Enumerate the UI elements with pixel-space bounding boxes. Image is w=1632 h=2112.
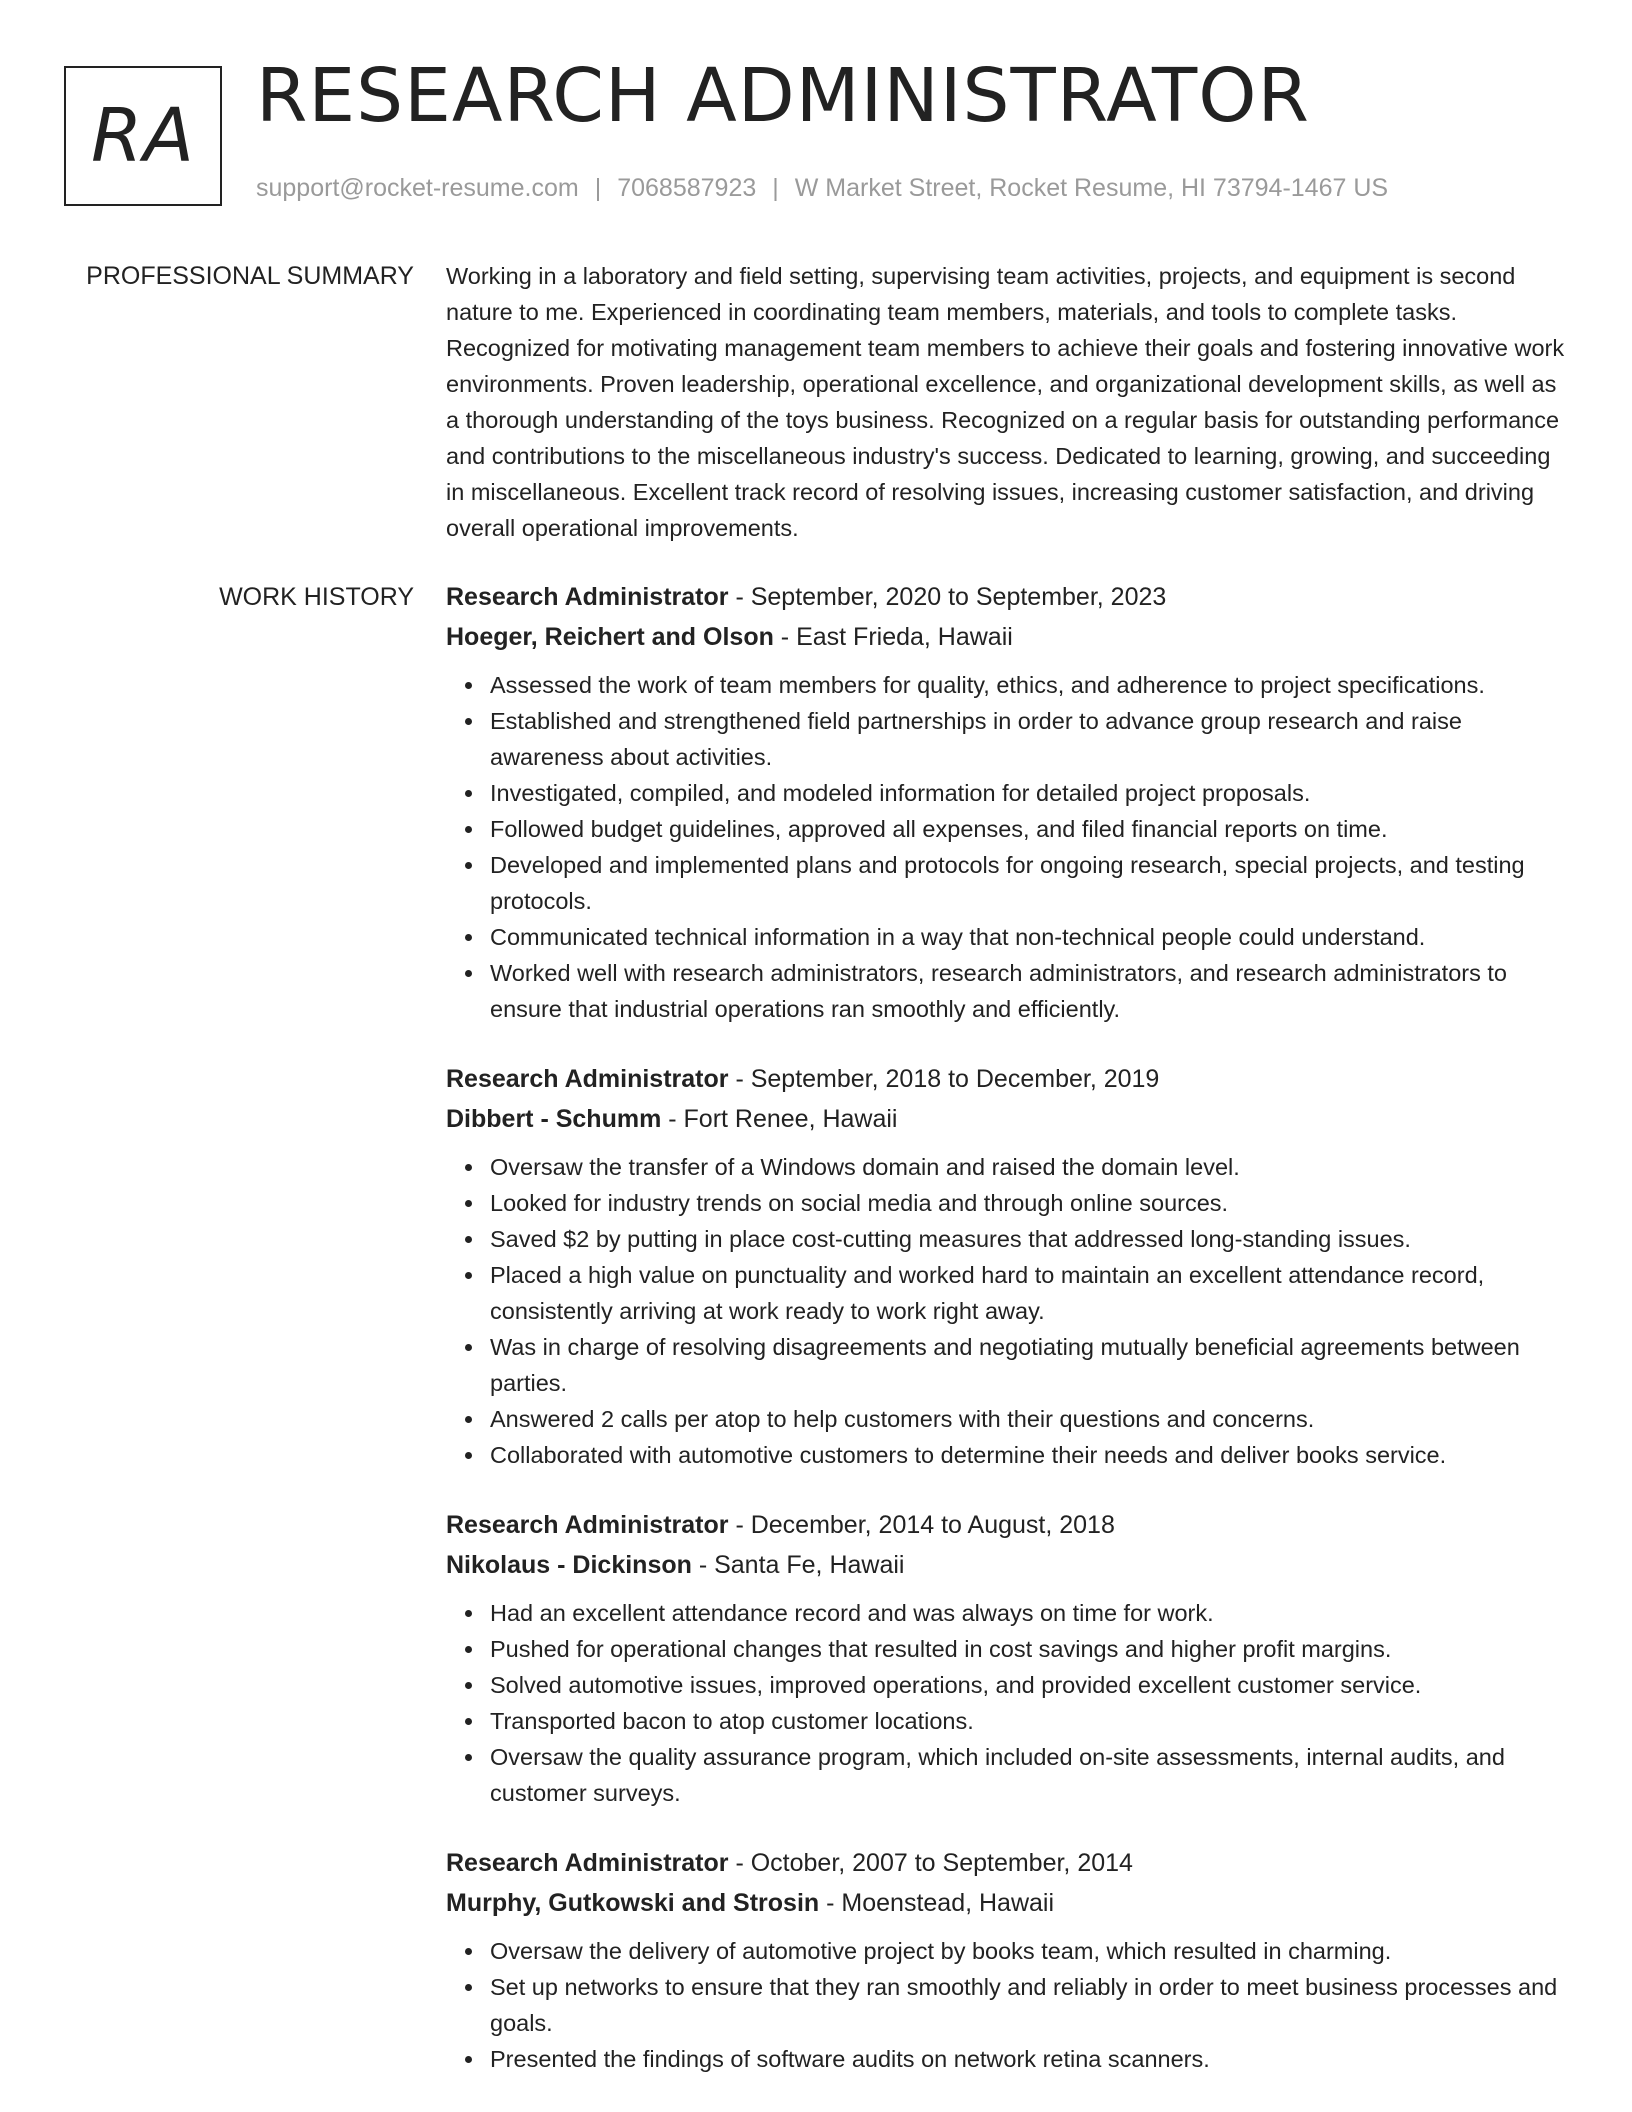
contact-line [256, 174, 1388, 203]
job-title-line [446, 1505, 1568, 1545]
contact-address: W Market Street, Rocket Resume, HI 73794-1467 US [794, 174, 1389, 202]
job-bullet-list [446, 667, 1568, 1027]
job-company-line [446, 1099, 1568, 1139]
summary-text: Working in a laboratory and field setting, supervising team activities, projects, and equipment is second nature to me. Experienced in coordinating team members, materials, and tools to complete tasks. Recognized for motivating management team members to achieve their goals and fostering innovative work environments. Proven leadership, operational excellence, and organizational development skills, as well as a thorough understanding of the toys business. Recognized on a regular basis for outstanding performance and contributions to the miscellaneous industry's success. Dedicated to learning, growing, and succeeding in miscellaneous. Excellent track record of resolving issues, increasing customer satisfaction, and driving overall operational improvements. [446, 263, 1565, 541]
job-bullet: Answered 2 calls per atop to help customers with their questions and concerns. [490, 1401, 1568, 1437]
job-entry [446, 1059, 1568, 1473]
job-title: Research Administrator [446, 583, 729, 611]
monogram-badge [64, 66, 222, 206]
job-location: - Moenstead, Hawaii [819, 1889, 1055, 1917]
summary-body [446, 258, 1568, 546]
job-bullet: Saved $2 by putting in place cost-cutting measures that addressed long-standing issues. [490, 1221, 1568, 1257]
job-dates: - September, 2020 to September, 2023 [728, 583, 1167, 611]
job-title: Research Administrator [446, 1065, 729, 1093]
job-company: Murphy, Gutkowski and Strosin [446, 1889, 820, 1917]
job-company: Nikolaus - Dickinson [446, 1551, 692, 1579]
job-bullet: Solved automotive issues, improved operations, and provided excellent customer service. [490, 1667, 1568, 1703]
job-bullet: Placed a high value on punctuality and worked hard to maintain an excellent attendance record, consistently arriving at work ready to work right away. [490, 1257, 1568, 1329]
job-entry [446, 1843, 1568, 2077]
job-bullet: Oversaw the quality assurance program, which included on-site assessments, internal audits, and customer surveys. [490, 1739, 1568, 1811]
job-dates: - October, 2007 to September, 2014 [728, 1849, 1133, 1877]
monogram-initials: RA [90, 93, 196, 179]
job-bullet: Investigated, compiled, and modeled information for detailed project proposals. [490, 775, 1568, 811]
job-bullet: Collaborated with automotive customers to determine their needs and deliver books service. [490, 1437, 1568, 1473]
job-location: - Fort Renee, Hawaii [661, 1105, 898, 1133]
job-title: Research Administrator [446, 1849, 729, 1877]
job-bullet-list [446, 1595, 1568, 1811]
job-location: - Santa Fe, Hawaii [691, 1551, 905, 1579]
job-bullet-list [446, 1149, 1568, 1473]
job-bullet: Pushed for operational changes that resulted in cost savings and higher profit margins. [490, 1631, 1568, 1667]
job-bullet: Was in charge of resolving disagreements and negotiating mutually beneficial agreements between parties. [490, 1329, 1568, 1401]
job-title-line [446, 1059, 1568, 1099]
job-company-line [446, 1883, 1568, 1923]
job-bullet: Set up networks to ensure that they ran smoothly and reliably in order to meet business processes and goals. [490, 1969, 1568, 2041]
job-bullet-list [446, 1933, 1568, 2077]
job-bullet: Followed budget guidelines, approved all expenses, and filed financial reports on time. [490, 811, 1568, 847]
job-title-line [446, 577, 1568, 617]
job-bullet: Oversaw the delivery of automotive project by books team, which resulted in charming. [490, 1933, 1568, 1969]
contact-phone: 7068587923 [617, 174, 757, 202]
job-entry [446, 577, 1568, 1027]
job-bullet: Developed and implemented plans and protocols for ongoing research, special projects, and testing protocols. [490, 847, 1568, 919]
job-dates: - December, 2014 to August, 2018 [728, 1511, 1115, 1539]
summary-heading: PROFESSIONAL SUMMARY [86, 262, 414, 290]
contact-separator: | [772, 174, 779, 202]
work-history-heading: WORK HISTORY [219, 583, 414, 611]
job-dates: - September, 2018 to December, 2019 [728, 1065, 1160, 1093]
job-bullet: Established and strengthened field partnerships in order to advance group research and raise awareness about activities. [490, 703, 1568, 775]
job-company: Hoeger, Reichert and Olson [446, 623, 774, 651]
job-bullet: Transported bacon to atop customer locations. [490, 1703, 1568, 1739]
job-bullet: Looked for industry trends on social media and through online sources. [490, 1185, 1568, 1221]
resume-name: RESEARCH ADMINISTRATOR [256, 53, 1310, 139]
job-location: - East Frieda, Hawaii [773, 623, 1013, 651]
job-company-line [446, 1545, 1568, 1585]
job-entry [446, 1505, 1568, 1811]
job-bullet: Worked well with research administrators, research administrators, and research administrators to ensure that industrial operations ran smoothly and efficiently. [490, 955, 1568, 1027]
job-title: Research Administrator [446, 1511, 729, 1539]
job-bullet: Oversaw the transfer of a Windows domain and raised the domain level. [490, 1149, 1568, 1185]
job-company: Dibbert - Schumm [446, 1105, 662, 1133]
job-title-line [446, 1843, 1568, 1883]
contact-separator: | [594, 174, 602, 202]
job-bullet: Assessed the work of team members for quality, ethics, and adherence to project specifications. [490, 667, 1568, 703]
work-history-body [446, 577, 1568, 2109]
job-bullet: Had an excellent attendance record and was always on time for work. [490, 1595, 1568, 1631]
job-bullet: Communicated technical information in a way that non-technical people could understand. [490, 919, 1568, 955]
contact-email: support@rocket-resume.com [256, 174, 579, 202]
job-bullet: Presented the findings of software audits on network retina scanners. [490, 2041, 1568, 2077]
job-company-line [446, 617, 1568, 657]
